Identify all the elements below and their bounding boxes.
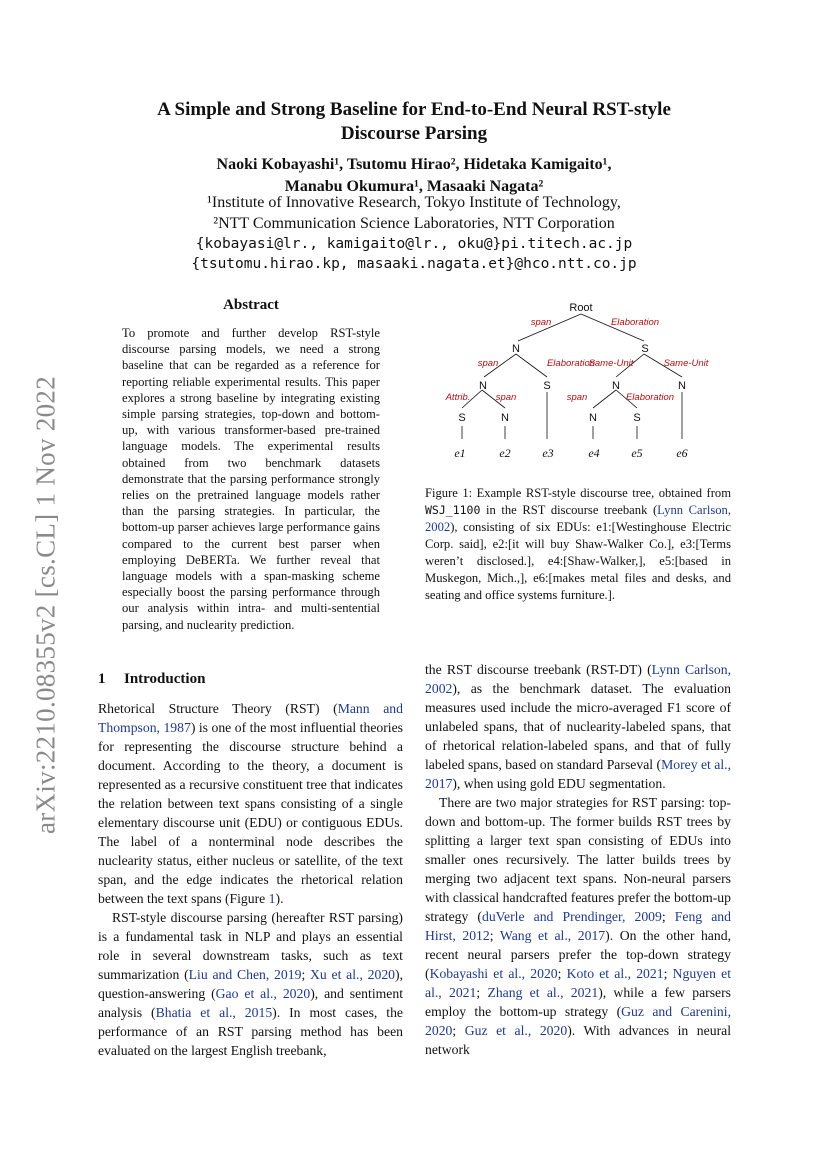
tree-node: S xyxy=(641,343,649,355)
edu-label: e2 xyxy=(499,446,511,460)
arxiv-identifier: arXiv:2210.08355v2 [cs.CL] 1 Nov 2022 xyxy=(30,375,61,835)
tree-node: N xyxy=(512,343,520,355)
figure-caption: Figure 1: Example RST-style discourse tree, obtained from WSJ_1100 in the RST discourse treebank (Lynn Carlson, 2002), consisting of six EDUs: e1:[Westinghouse Electric Corp. said], e2:[it will buy Shaw-Walker Co.], e3:[Terms weren’t disclosed.], e4:[Shaw-Walker,], e5:[based in Muskegon, Mich.,], e6:[makes metal files and desks, and seating and office systems furniture.]. xyxy=(425,486,731,602)
relation-label: span xyxy=(495,392,517,403)
citation-link[interactable]: Morey et al., 2017 xyxy=(425,757,732,791)
figure-reference-link[interactable]: 1 xyxy=(268,891,276,906)
citation-link[interactable]: Bhatia et al., 2015 xyxy=(155,1005,273,1020)
edu-label: e1 xyxy=(454,446,466,460)
relation-label: Same-Unit xyxy=(588,358,634,369)
intro-paragraph-1: Rhetorical Structure Theory (RST) (Mann and Thompson, 1987) is one of the most influential theories for representing the discourse structure behind a document. According to the theory, a document is represented as a recursive constituent tree that indicates the relation between text spans consisting of a single elementary discourse unit (EDU) or contiguous EDUs. The label of a nonterminal node describes the nuclearity status, either nucleus or satellite, of the text span, and the edge indicates the rhetorical relation between the text spans (Figure 1). xyxy=(98,701,403,906)
tree-node: S xyxy=(458,412,466,424)
citation-link[interactable]: Mann and Thompson, 1987 xyxy=(98,701,403,735)
author-emails: {kobayasi@lr., kamigaito@lr., oku@}pi.titech.ac.jp {tsutomu.hirao.kp, masaaki.nagata.et}@hco.ntt.co.jp xyxy=(191,236,637,272)
citation-link[interactable]: Lynn Carlson, 2002 xyxy=(425,503,731,534)
rst-tree-figure xyxy=(440,296,730,466)
abstract-text: To promote and further develop RST-style discourse parsing models, we need a strong baseline that can be regarded as a reference for reporting reliable experimental results. This paper explores a strong baseline by integrating existing simple parsing strategies, top-down and bottom-up, with various transformer-based pre-trained language models. The experimental results obtained from two benchmark datasets demonstrate that the parsing performance strongly relies on the pretrained language models rather than the parsing strategies. In particular, the bottom-up parser achieves large performance gains compared to the current best parser when employing DeBERTa. We further reveal that language models with a span-masking scheme especially boost the parsing performance through our analysis within intra- and multi-sentential parsing, and nuclearity prediction. xyxy=(122,326,380,632)
intro-left-column xyxy=(98,699,403,1060)
citation-link[interactable]: Lynn Carlson, 2002 xyxy=(425,662,731,696)
citation-link[interactable]: Wang et al., 2017 xyxy=(499,928,606,943)
citation-link[interactable]: Guz et al., 2020 xyxy=(464,1023,568,1038)
relation-label: Elaboration xyxy=(546,358,596,369)
edu-label: e6 xyxy=(676,446,688,460)
relation-label: Attrib. xyxy=(445,392,471,403)
relation-label: span xyxy=(477,358,499,369)
tree-node: N xyxy=(678,380,686,392)
citation-link[interactable]: duVerle and Prendinger, 2009 xyxy=(481,909,662,924)
intro-right-column xyxy=(425,660,731,1059)
edu-label: e3 xyxy=(542,446,554,460)
citation-link[interactable]: Koto et al., 2021 xyxy=(566,966,664,981)
citation-link[interactable]: Liu and Chen, 2019 xyxy=(188,967,302,982)
tree-node: N xyxy=(612,380,620,392)
citation-link[interactable]: Xu et al., 2020 xyxy=(310,967,396,982)
relation-label: Elaboration xyxy=(610,317,660,328)
tree-node: S xyxy=(543,380,551,392)
tree-node: N xyxy=(479,380,487,392)
citation-link[interactable]: Nguyen et al., 2021 xyxy=(425,966,731,1000)
relation-label: span xyxy=(566,392,588,403)
citation-link[interactable]: Zhang et al., 2021 xyxy=(487,985,599,1000)
intro-paragraph-2: RST-style discourse parsing (hereafter RST parsing) is a fundamental task in NLP and plays an essential role in several downstream tasks, such as text summarization (Liu and Chen, 2019; Xu et al., 2020), question-answering (Gao et al., 2020), and sentiment analysis (Bhatia et al., 2015). In most cases, the performance of an RST parsing method has been evaluated on the largest English treebank, xyxy=(98,910,403,1058)
edu-label: e4 xyxy=(588,446,600,460)
citation-link[interactable]: Feng and Hirst, 2012 xyxy=(425,909,731,943)
section-heading: 1 Introduction xyxy=(98,671,206,687)
intro-paragraph-3: the RST discourse treebank (RST-DT) (Lynn Carlson, 2002), as the benchmark dataset. The evaluation measures used include the micro-averaged F1 score of unlabeled spans, that of nuclearity-labeled spans, that of rhetorical relation-labeled spans, and that of fully labeled spans, based on standard Parseval (Morey et al., 2017), when using gold EDU segmentation. xyxy=(425,662,732,791)
citation-link[interactable]: Kobayashi et al., 2020 xyxy=(429,966,558,981)
tree-root-label: Root xyxy=(569,302,593,314)
intro-paragraph-4: There are two major strategies for RST parsing: top-down and bottom-up. The former builds RST trees by splitting a larger text span consisting of EDUs into smaller ones recursively. The latter builds trees by merging two adjacent text spans. Non-neural parsers with classical handcrafted features prefer the bottom-up strategy (duVerle and Prendinger, 2009; Feng and Hirst, 2012; Wang et al., 2017). On the other hand, recent neural parsers prefer the top-down strategy (Kobayashi et al., 2020; Koto et al., 2021; Nguyen et al., 2021; Zhang et al., 2021), while a few parsers employ the bottom-up strategy (Guz and Carenini, 2020; Guz et al., 2020). With advances in neural network xyxy=(425,795,732,1057)
citation-link[interactable]: Gao et al., 2020 xyxy=(215,986,311,1001)
relation-label: span xyxy=(530,317,552,328)
tree-node: S xyxy=(633,412,641,424)
abstract-heading: Abstract xyxy=(223,297,279,313)
paper-title: A Simple and Strong Baseline for End-to-End Neural RST-style Discourse Parsing xyxy=(157,99,671,144)
affiliations: ¹Institute of Innovative Research, Tokyo Institute of Technology, ²NTT Communication Science Laboratories, NTT Corporation xyxy=(207,194,621,232)
relation-label: Same-Unit xyxy=(663,358,709,369)
tree-node: N xyxy=(589,412,597,424)
edu-label: e5 xyxy=(631,446,643,460)
tree-node: N xyxy=(501,412,509,424)
relation-label: Elaboration xyxy=(625,392,675,403)
citation-link[interactable]: Guz and Carenini, 2020 xyxy=(425,1004,731,1038)
author-list: Naoki Kobayashi¹, Tsutomu Hirao², Hidetaka Kamigaito¹, Manabu Okumura¹, Masaaki Nagata² xyxy=(216,156,612,195)
